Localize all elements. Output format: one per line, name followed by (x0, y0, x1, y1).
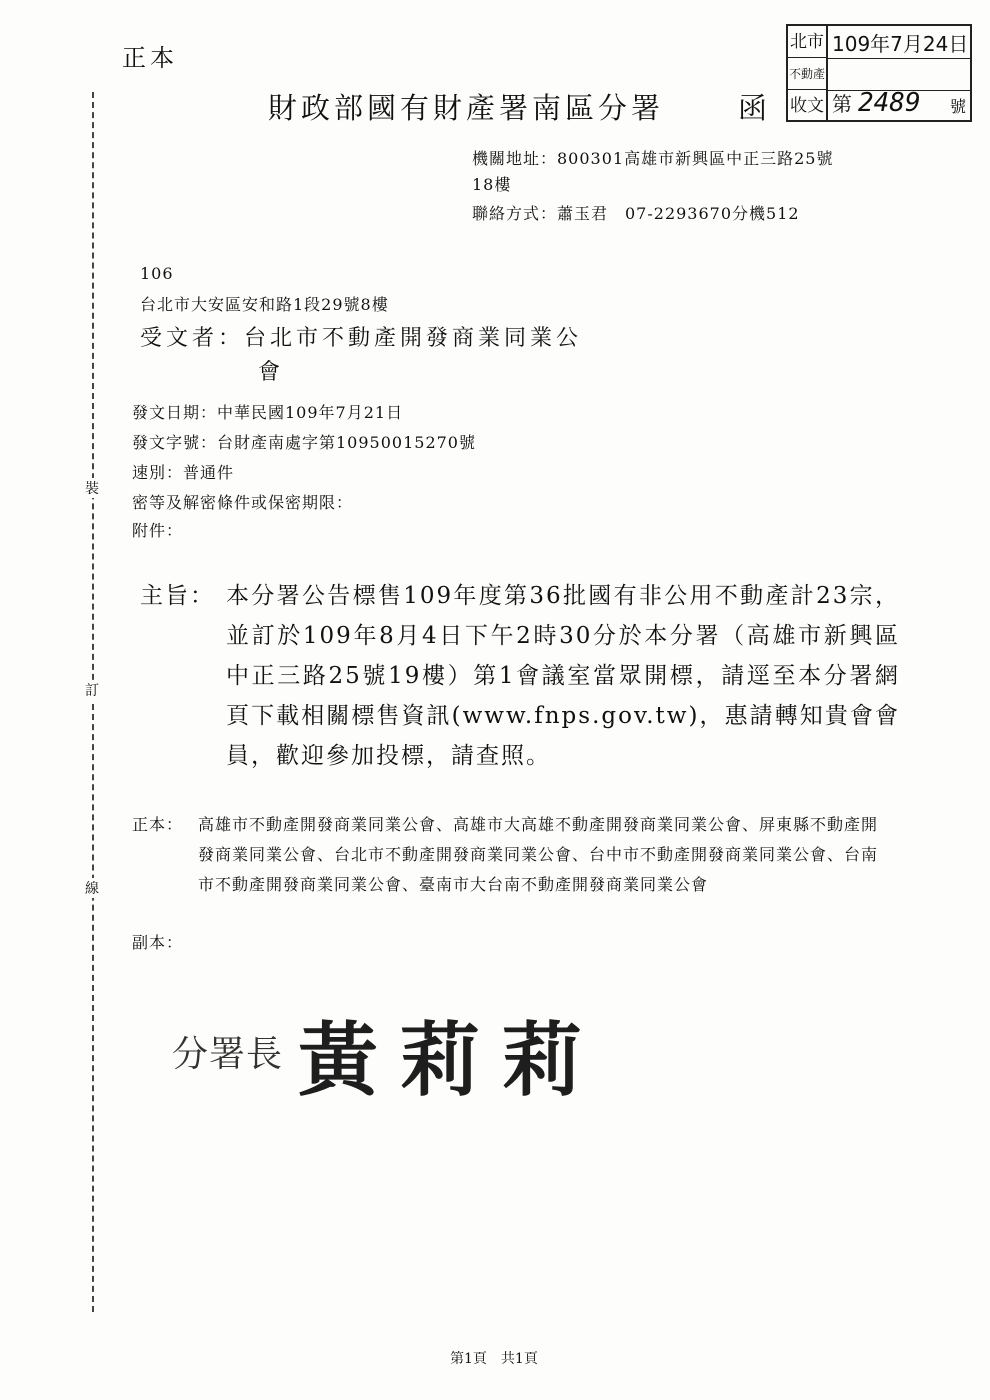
stamp-org: 不動產 (788, 58, 828, 90)
stamp-divider (828, 58, 972, 59)
recipient-address: 台北市大安區安和路1段29號8樓 (140, 295, 389, 314)
binding-mark-1: 裝 (80, 478, 104, 498)
recipient-block (140, 322, 660, 390)
agency-contact: 聯絡方式：蕭玉君 07-2293670分機512 (472, 204, 800, 223)
recipient-label: 受文者： (140, 326, 245, 351)
security-level: 密等及解密條件或保密期限： (132, 493, 354, 512)
document-kind: 函 (738, 91, 768, 125)
original-recipients: 高雄市不動產開發商業同業公會、高雄市大高雄不動產開發商業同業公會、屏東縣不動產開發商業同業公會、台北市不動產開發商業同業公會、台中市不動產開發商業同業公會、台南市不動產開發商業同業公會、臺南市大台南不動產開發商業同業公會 (198, 815, 879, 894)
original-label: 正本： (132, 815, 184, 834)
stamp-number-prefix: 第 (832, 92, 852, 116)
subject-section (140, 576, 900, 776)
delivery-speed: 速別：普通件 (132, 463, 235, 482)
subject-text: 本分署公告標售109年度第36批國有非公用不動產計23宗，並訂於109年8月4日下午2時30分於本分署（高雄市新興區中正三路25號19樓）第1會議室當眾開標，請逕至本分署網頁下載相關標售資訊(www.fnps.gov.tw)，惠請轉知貴會會員，歡迎參加投標，請查照。 (226, 583, 900, 769)
agency-address-line1: 機關地址：800301高雄市新興區中正三路25號 (472, 149, 834, 168)
page-footer: 第1頁 共1頁 (450, 1351, 538, 1367)
issue-date: 發文日期：中華民國109年7月21日 (132, 403, 404, 422)
recipient-name: 台北市不動產開發商業同業公 (244, 326, 583, 351)
binding-mark-2: 訂 (80, 680, 104, 700)
agency-address-line2: 18樓 (472, 175, 512, 194)
copy-type-label: 正本 (122, 44, 178, 72)
binding-line (92, 92, 94, 1312)
signature-name: 黃莉莉 (298, 1014, 604, 1107)
stamp-number-row (832, 88, 970, 118)
signature-title: 分署長 (172, 1034, 284, 1075)
subject-label: 主旨： (140, 583, 215, 609)
receipt-stamp (786, 24, 972, 122)
attachments: 附件： (132, 521, 184, 540)
stamp-receive: 收文 (788, 90, 828, 122)
original-recipients-section (132, 810, 892, 900)
stamp-number-suffix: 號 (949, 97, 966, 116)
stamp-number: 2489 (858, 88, 921, 118)
copy-recipients: 副本： (132, 933, 184, 952)
binding-mark-3: 線 (80, 878, 104, 898)
recipient-name-cont: 會 (258, 360, 285, 385)
postal-code: 106 (140, 264, 174, 283)
issue-number: 發文字號：台財產南處字第10950015270號 (132, 433, 476, 452)
stamp-date: 109年7月24日 (832, 32, 969, 56)
agency-title: 財政部國有財產署南區分署 (268, 91, 665, 125)
stamp-city: 北市 (788, 26, 828, 58)
